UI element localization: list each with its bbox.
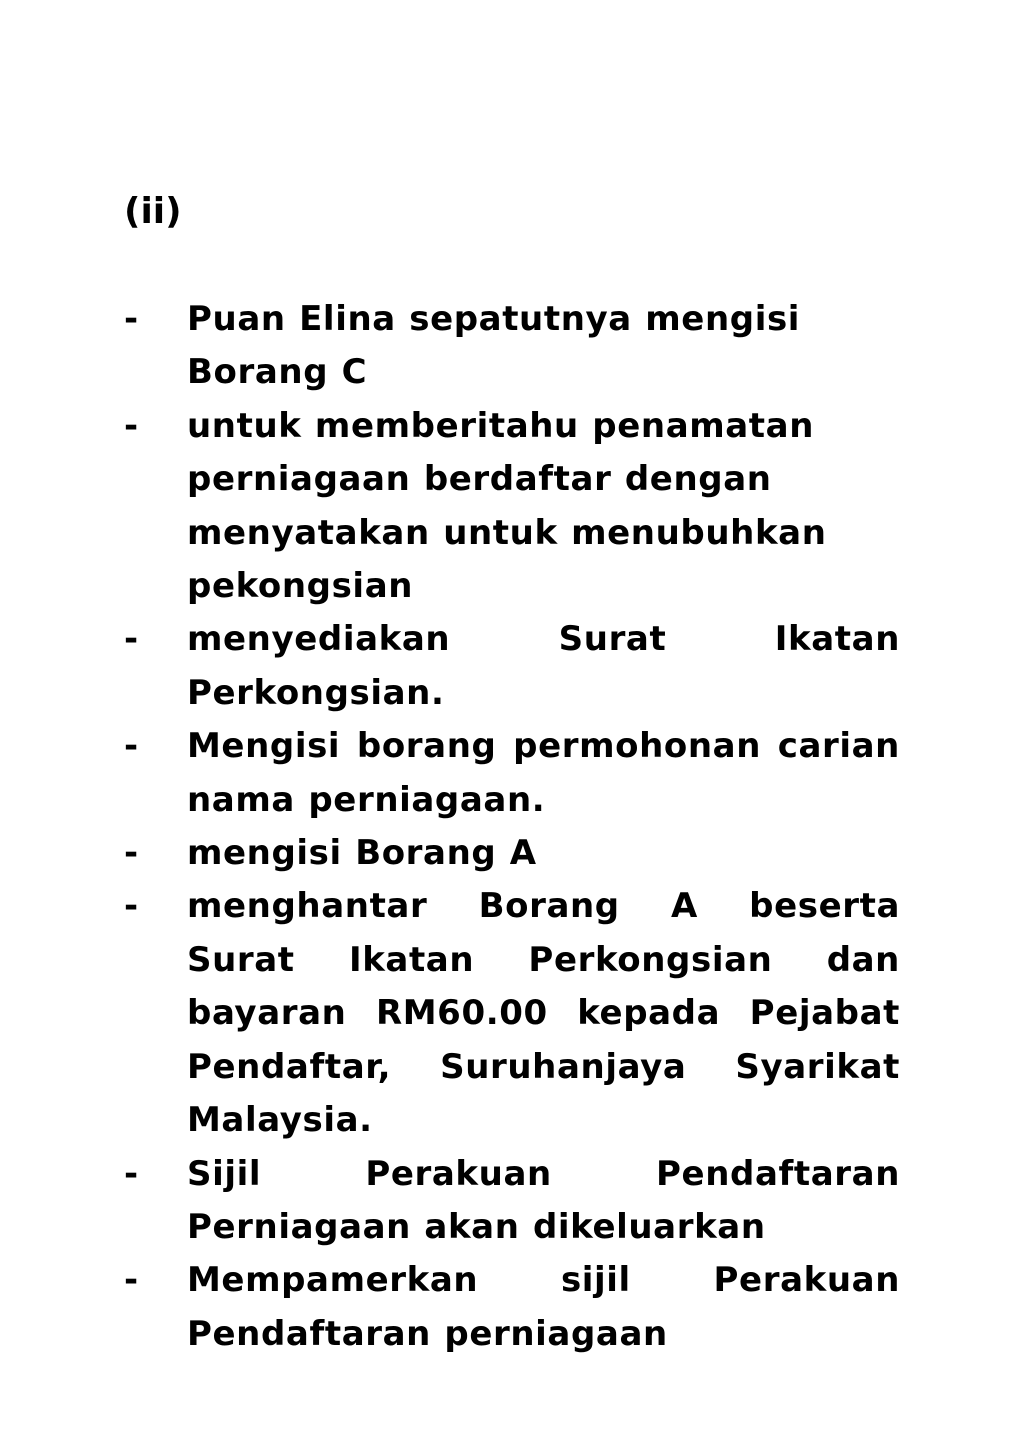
- list-item: [124, 720, 900, 827]
- bullet-dash: -: [124, 405, 139, 446]
- list-item-text: untuk memberitahu penamatan perniagaan berdaftar dengan menyatakan untuk menubuhkan pekongsian: [187, 405, 827, 607]
- section-label: (ii): [124, 191, 182, 232]
- list-item: [124, 293, 900, 400]
- list-item: [124, 1148, 900, 1255]
- bullet-dash: -: [124, 1153, 139, 1194]
- bullet-dash: -: [124, 299, 139, 339]
- list-item: [124, 1254, 900, 1361]
- list-item-text: Mempamerkan sijil Perakuan Pendaftaran perniagaan: [187, 1260, 900, 1354]
- list-item-text: Puan Elina sepatutnya mengisi Borang C: [187, 299, 801, 393]
- list-item: [124, 400, 900, 614]
- bullet-dash: -: [124, 619, 139, 660]
- list-item-text: menyediakan Surat Ikatan Perkongsian.: [187, 619, 900, 713]
- list-item: [124, 880, 900, 1147]
- list-item: [124, 827, 900, 880]
- list-item-text: Sijil Perakuan Pendaftaran Perniagaan akan dikeluarkan: [187, 1153, 900, 1247]
- bullet-dash: -: [124, 833, 139, 874]
- list-item-text: menghantar Borang A beserta Surat Ikatan Perkongsian dan bayaran RM60.00 kepada Pejabat Pendaftar, Suruhanjaya Syarikat Malaysia.: [187, 886, 900, 1141]
- list-item: [124, 613, 900, 720]
- list-item-text: Mengisi borang permohonan carian nama perniagaan.: [187, 726, 900, 820]
- bullet-dash: -: [124, 886, 139, 927]
- list-item-text: mengisi Borang A: [187, 833, 537, 874]
- answer-bullet-list: [124, 293, 900, 1361]
- bullet-dash: -: [124, 1260, 139, 1301]
- bullet-dash: -: [124, 726, 139, 767]
